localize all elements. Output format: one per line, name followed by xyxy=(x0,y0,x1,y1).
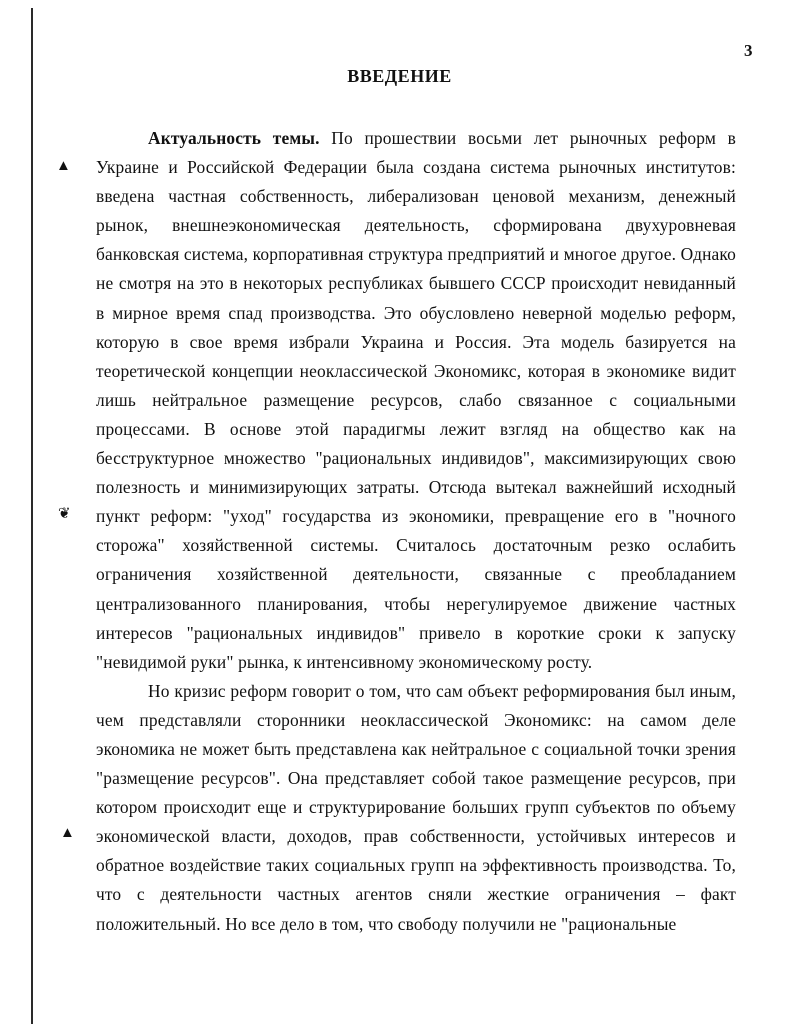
paragraph-2 xyxy=(96,677,736,939)
document-body xyxy=(96,124,736,939)
paragraph-1 xyxy=(96,124,736,677)
scan-edge-line xyxy=(31,8,33,1024)
margin-mark-icon: ▲ xyxy=(60,825,75,841)
paragraph-1-lead: Актуальность темы. xyxy=(148,128,320,148)
page-number: 3 xyxy=(744,41,753,60)
margin-mark-icon: ❦ xyxy=(58,506,71,522)
paragraph-2-text: Но кризис реформ говорит о том, что сам объект реформирования был иным, чем представляли сторонники неоклассической Экономикс: на самом деле экономика не может быть представлена как нейтральное с социальной точки зрения "размещение ресурсов". Она представляет собой такое размещение ресурсов, при котором происходит еще и структурирование больших групп субъектов по объему экономической власти, доходов, прав собственности, устойчивых интересов и обратное воздействие таких социальных групп на эффективность производства. То, что с деятельности частных агентов сняли жесткие ограничения – факт положительный. Но все дело в том, что свободу получили не "рациональные xyxy=(96,680,736,934)
margin-mark-icon: ▲ xyxy=(56,158,71,174)
paragraph-1-text: По прошествии восьми лет рыночных реформ в Украине и Российской Федерации была создана система рыночных институтов: введена частная собственность, либерализован ценовой механизм, денежный рынок, внешнеэкономическая деятельность, сформирована двухуровневая банковская система, корпоративная структура предприятий и многое другое. Однако не смотря на это в некоторых республиках бывшего СССР происходит невиданный в мирное время спад производства. Это обусловлено неверной моделью реформ, которую в свое время избрали Украина и Россия. Эта модель базируется на теоретической концепции неоклассической Экономикс, которая в экономике видит лишь нейтральное размещение ресурсов, слабо связанное с социальными процессами. В основе этой парадигмы лежит взгляд на общество как на бесструктурное множество "рациональных индивидов", максимизирующих свою полезность и минимизирующих затраты. Отсюда вытекал важнейший исходный пункт реформ: "уход" государства из экономики, превращение его в "ночного сторожа" хозяйственной системы. Считалось достаточным резко ослабить ограничения хозяйственной деятельности, связанные с преобладанием централизованного планирования, чтобы нерегулируемое движение частных интересов "рациональных индивидов" привело в короткие сроки к запуску "невидимой руки" рынка, к интенсивному экономическому росту. xyxy=(96,128,736,672)
page-heading: ВВЕДЕНИЕ xyxy=(347,66,452,86)
